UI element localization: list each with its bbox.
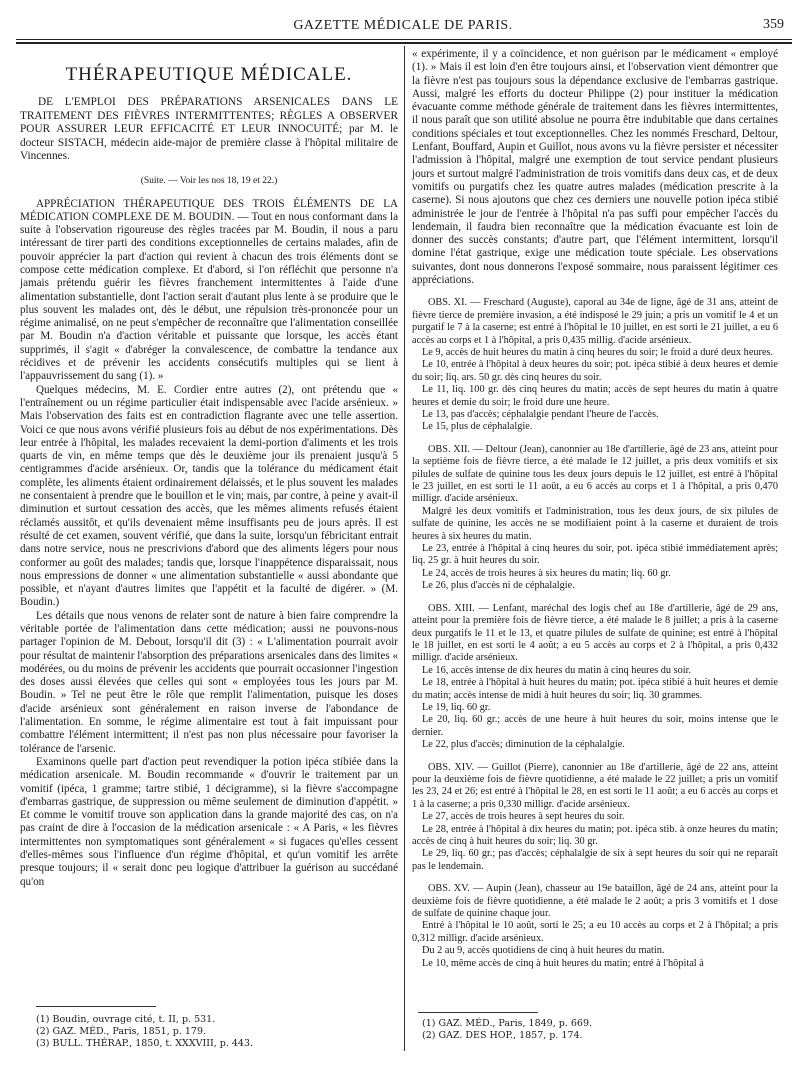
- observation-line: Le 10, entrée à l'hôpital à deux heures du soir; pot. ipéca stibié à deux heures et demie du soir; liq. ars. 50 gr. dès cinq heures du soir.: [412, 359, 778, 383]
- observation-line: Le 28, entrée à l'hôpital à dix heures du matin; pot. ipéca stib. à onze heures du matin; accès de cinq à huit heures du soir; liq. 30 gr.: [412, 823, 778, 847]
- observation-xi: [412, 297, 778, 433]
- page-header: [14, 14, 792, 38]
- observation-heading: OBS. XV. — Aupin (Jean), chasseur au 19e bataillon, âgé de 24 ans, atteint pour la deuxième fois de fièvre quotidienne, a été malade le 2 août; a pris 3 vomitifs et 1 dose de sulfate de quinine chaque jour.: [412, 883, 778, 920]
- observation-line: Le 9, accès de huit heures du matin à cinq heures du soir; le froid a duré deux heures.: [422, 346, 774, 358]
- observation-xv: [412, 883, 778, 970]
- observation-line: Le 26, plus d'accès ni de céphalalgie.: [422, 580, 575, 592]
- observation-line: Le 18, entrée à l'hôpital à huit heures du matin; pot. ipéca stibié à huit heures et demie du matin; accès intense de midi à huit heures du soir; liq. 30 grammes.: [412, 677, 778, 701]
- observation-xiv: [412, 762, 778, 874]
- observation-line: Le 29, liq. 60 gr.; pas d'accès; céphalalgie de six à sept heures du soir qui ne reparaît pas le lendemain.: [412, 848, 778, 872]
- observation-line: Du 2 au 9, accès quotidiens de cinq à huit heures du matin.: [422, 945, 665, 957]
- footnote: (2) GAZ. DES HOP., 1857, p. 174.: [422, 1030, 583, 1041]
- observation-xii: [412, 444, 778, 593]
- footnote-rule: [418, 1012, 538, 1013]
- paragraph: Quelques médecins, M. E. Cordier entre autres (2), ont prétendu que « l'entraînement ou un régime particulier était indispensable avec l'acide arsénieux. » Mais l'observation des faits est en contradiction flagrante avec une telle assertion. Voici ce que nous avons vérifié plusieurs fois au début de nos expérimentations. Dès leur entrée à l'hôpital, les malades recevaient la demi-portion d'aliments et les trois quarts de vin, en même temps que dès le deuxième jour ils prenaient jusqu'à 5 centigrammes d'acide arsénieux. Or, tandis que la tolérance du médicament était complète, les aliments étaient ordinairement délaissés, et le plus souvent les malades ne consentaient à prendre que le bouillon et le vin; mais, par contre, à peine y avait-il diminution et surtout cessation des accès, que les mêmes aliments refusés étaient réclamés aussitôt, et qu'ils devenaient même insuffisants peu de jours après. Il est résulté de cet examen, souvent vérifié, que dans la suite, lorsqu'un fébricitant entrait dans notre service, nous ne prescrivions d'abord que des aliments légers pour nous conformer au goût des malades; tandis que, lorsque l'inappétence disparaissait, nous nous empressions de donner « une alimentation substantielle « aussi abondante que possible, et n'ayant d'autres limites que l'appétit et la faculté de digérer. » (M. Boudin.): [20, 383, 398, 609]
- page-number: 359: [763, 17, 784, 32]
- observation-line: Le 16, accès intense de dix heures du matin à cinq heures du soir.: [422, 664, 692, 676]
- column-separator: [404, 46, 405, 1051]
- paragraph: Les détails que nous venons de relater sont de nature à bien faire comprendre la véritable portée de l'alimentation dans cette médication; aussi ne pouvons-nous partager l'opinion de M. Debout, lorsqu'il dit (3) : « L'alimentation pourrait avoir pour résultat de maintenir l'absorption des préparations arsenicales dans des limites « modérées, ou du moins de prévenir les accidents que pourrait occasionner l'ingestion des doses aussi élevées que celles qui sont « employées tous les jours par M. Boudin. » Tel ne peut être le rôle que remplit l'alimentation, puisque les doses d'acide arsénieux sont généralement en raison inverse de l'abondance de l'alimentation. En somme, le régime alimentaire est tout à fait impuissant pour combattre l'élément intermittent; il n'est pas non plus nécessaire pour favoriser la tolérance de l'arsenic.: [20, 609, 398, 755]
- article-title: DE L'EMPLOI DES PRÉPARATIONS ARSENICALES DANS LE TRAITEMENT DES FIÈVRES INTERMITTENTES; RÈGLES A OBSERVER POUR ASSURER LEUR EFFICACITÉ ET LEUR INNOCUITÉ; par M. le docteur SISTACH, médecin aide-major de première classe à l'hôpital militaire de Vincennes.: [20, 96, 398, 162]
- observation-line: Malgré les deux vomitifs et l'administration, tous les deux jours, de six pilules de sulfate de quinine, les accès ne se modifiaient point à la caserne et duraient de trois heures à six heures du matin.: [412, 505, 778, 542]
- observation-line: Le 23, entrée à l'hôpital à cinq heures du soir, pot. ipéca stibié immédiatement après; liq. 25 gr. à huit heures du soir.: [412, 543, 778, 567]
- paragraph: APPRÉCIATION THÉRAPEUTIQUE DES TROIS ÉLÉMENTS DE LA MÉDICATION COMPLEXE DE M. BOUDIN. — Tout en nous conformant dans la suite à l'observation rigoureuse des règles tracées par M. Boudin, il nous a paru intéressant de tirer parti des conditions exceptionnelles de certains malades, afin de pouvoir apprécier la part d'action qui revient à chacun des trois éléments dont se compose cette médication complexe. Et d'abord, si l'on réfléchit que personne n'a jamais prétendu guérir les fièvres franchement intermittentes à l'aide d'une alimentation substantielle, dont l'action serait d'autant plus lente à se produire que le plus souvent les malades ont, dès le début, une répulsion très-prononcée pour un régime animalisé, on ne peut s'empêcher de reconnaître que l'alimentation conseillée par M. Boudin n'a d'action véritable et puissante que lorsque, les accès étant supprimés, il s'agit « d'abréger la convalescence, de combattre la tendance aux récidives et de prévenir les accidents consécutifs multiples qui se lient à l'appauvrissement du sang (1). »: [20, 197, 398, 383]
- observation-heading: OBS. XIV. — Guillot (Pierre), canonnier au 18e d'artillerie, âgé de 22 ans, atteint pour la deuxième fois de fièvre quotidienne, a été malade le 22 juillet; a pris un vomitif les 23, 24 et 26; est entré à l'hôpital le 28, en est sorti le 11 août; a eu 6 accès au corps et 1 à la caserne; a pris 0,330 milligr. d'acide arsénieux.: [412, 761, 778, 810]
- left-column: [20, 48, 398, 889]
- observation-xiii: [412, 603, 778, 752]
- observation-line: Le 24, accès de trois heures à six heures du matin; liq. 60 gr.: [422, 567, 671, 579]
- observation-heading: OBS. XI. — Freschard (Auguste), caporal au 34e de ligne, âgé de 31 ans, atteint de fièvre tierce de première invasion, a été indisposé le 29 juin; a pris un vomitif le 4 et un purgatif le 7 à la caserne; est entré à l'hôpital le 10 juillet, en est sorti le 21 juillet, a eu 6 accès au corps et 1 à l'hôpital, a pris 0,435 millig. d'acide arsénieux.: [412, 297, 778, 346]
- header-rule: [16, 39, 792, 40]
- observation-line: Le 20, liq. 60 gr.; accès de une heure à huit heures du soir, moins intense que le dernier.: [412, 714, 778, 738]
- footnote: (2) GAZ. MÉD., Paris, 1851, p. 179.: [36, 1026, 207, 1037]
- footnote: (3) BULL. THÉRAP., 1850, t. XXXVIII, p. 443.: [36, 1038, 254, 1049]
- right-column: [412, 48, 778, 970]
- footnote: (1) GAZ. MÉD., Paris, 1849, p. 669.: [422, 1018, 593, 1029]
- observation-heading: OBS. XII. — Deltour (Jean), canonnier au 18e d'artillerie, âgé de 23 ans, atteint pour la septième fois de fièvre tierce, a été malade le 12 juillet, a pris deux vomitifs et six pilules de sulfate de quinine tous les deux jours depuis le 12 juillet, est entré à l'hôpital le 23 juillet, en est sorti le 11 août, a eu 6 accès au corps et 1 à l'hôpital, a pris 0,470 milligr. d'acide arsénieux.: [412, 443, 778, 505]
- observation-line: Le 10, même accès de cinq à huit heures du matin; entré à l'hôpital à: [422, 957, 704, 969]
- paragraph: « expérimente, il y a coïncidence, et non guérison par le médicament « employé (1). » Mais il est loin d'en être toujours ainsi, et l'observation vient démontrer que la fièvre n'est pas toujours sous la dépendance exclusive de l'embarras gastrique. Aussi, malgré les efforts du docteur Philippe (2) pour instituer la médication évacuante comme méthode générale de traitement dans les fièvres intermittentes, il nous paraît que son utilité absolue ne pourra être indubitable que dans certaines conditions spéciales et tout exceptionnelles. Chez les nommés Freschard, Deltour, Lenfant, Bouffard, Aupin et Guillot, nous avons vu la fièvre persister et nécessiter l'admission à l'hôpital, malgré une exemption de tout service pendant plusieurs jours et surtout malgré l'administration de trois vomitifs dans deux cas, et de deux vomitifs ou purgatifs chez les quatre autres malades (médication prescrite à la caserne). Si nous ajoutons que chez ces derniers une nouvelle potion ipéca stibié administrée le jour de l'entrée à l'hôpital n'a pas suffi pour empêcher l'accès du lendemain, il faudra bien reconnaître que la médication évacuante est loin de donner des succès constants; d'autre part, que l'élément intermittent, lorsqu'il domine l'état gastrique, exige une médication toute spéciale. Les observations suivantes, dont nous donnerons l'exposé sommaire, nous paraissent légitimer ces appréciations.: [412, 48, 778, 287]
- footnote: (1) Boudin, ouvrage cité, t. II, p. 531.: [36, 1014, 216, 1025]
- observation-line: Le 15, plus de céphalalgie.: [422, 421, 533, 433]
- observation-heading: OBS. XIII. — Lenfant, maréchal des logis chef au 18e d'artillerie, âgé de 29 ans, atteint pour la première fois de fièvre tierce, a été malade le 8 juillet; a pris à la caserne deux purgatifs le 11 et le 13, et quatre pilules de sulfate de quinine; est entré à l'hôpital le 18 juillet, en est sorti le 4 août; a eu 5 accès au corps et 2 à l'hôpital, a pris 0,432 milligr. d'acide arsénieux.: [412, 602, 778, 664]
- continuation-note: (Suite. — Voir les nos 18, 19 et 22.): [140, 175, 278, 186]
- footnote-rule: [36, 1006, 156, 1007]
- footnotes-left: [36, 1014, 386, 1050]
- observation-line: Le 22, plus d'accès; diminution de la céphalalgie.: [422, 739, 625, 751]
- observation-line: Le 19, liq. 60 gr.: [422, 701, 491, 713]
- observation-line: Le 11, liq. 100 gr. dès cinq heures du matin; accès de sept heures du matin à quatre heures et demie du soir; le froid dure une heure.: [412, 384, 778, 408]
- paragraph: Examinons quelle part d'action peut revendiquer la potion ipéca stibiée dans la médication arsenicale. M. Boudin recommande « d'ouvrir le traitement par un vomitif (ipéca, 1 gramme; tartre stibié, 1 décigramme), si la fièvre s'accompagne d'embarras gastrique, de suppression ou même seulement de diminution d'appétit. » Et comme le vomitif trouve son application dans la grande majorité des cas, on n'a pas craint de dire à l'occasion de la médication arsenicale : « A Paris, « les fièvres intermittentes non symptomatiques sont généralement « si fugaces qu'elles cessent d'elles-mêmes sous l'influence d'un régime d'hôpital, et qu'un vomitif les arrête presque toujours; il « serait donc peu logique d'attribuer la guérison au succédané qu'on: [20, 755, 398, 888]
- observation-line: Le 13, pas d'accès; céphalalgie pendant l'heure de l'accès.: [422, 409, 659, 420]
- journal-title: GAZETTE MÉDICALE DE PARIS.: [293, 18, 513, 33]
- section-title: THÉRAPEUTIQUE MÉDICALE.: [65, 64, 353, 85]
- header-rule-thick: [16, 42, 792, 44]
- observation-line: Le 27, accès de trois heures à sept heures du soir.: [422, 811, 625, 823]
- observation-line: Entré à l'hôpital le 10 août, sorti le 25; a eu 10 accès au corps et 2 à l'hôpital; a pris 0,312 milligr. d'acide arsénieux.: [412, 920, 778, 944]
- footnotes-right: [422, 1018, 772, 1042]
